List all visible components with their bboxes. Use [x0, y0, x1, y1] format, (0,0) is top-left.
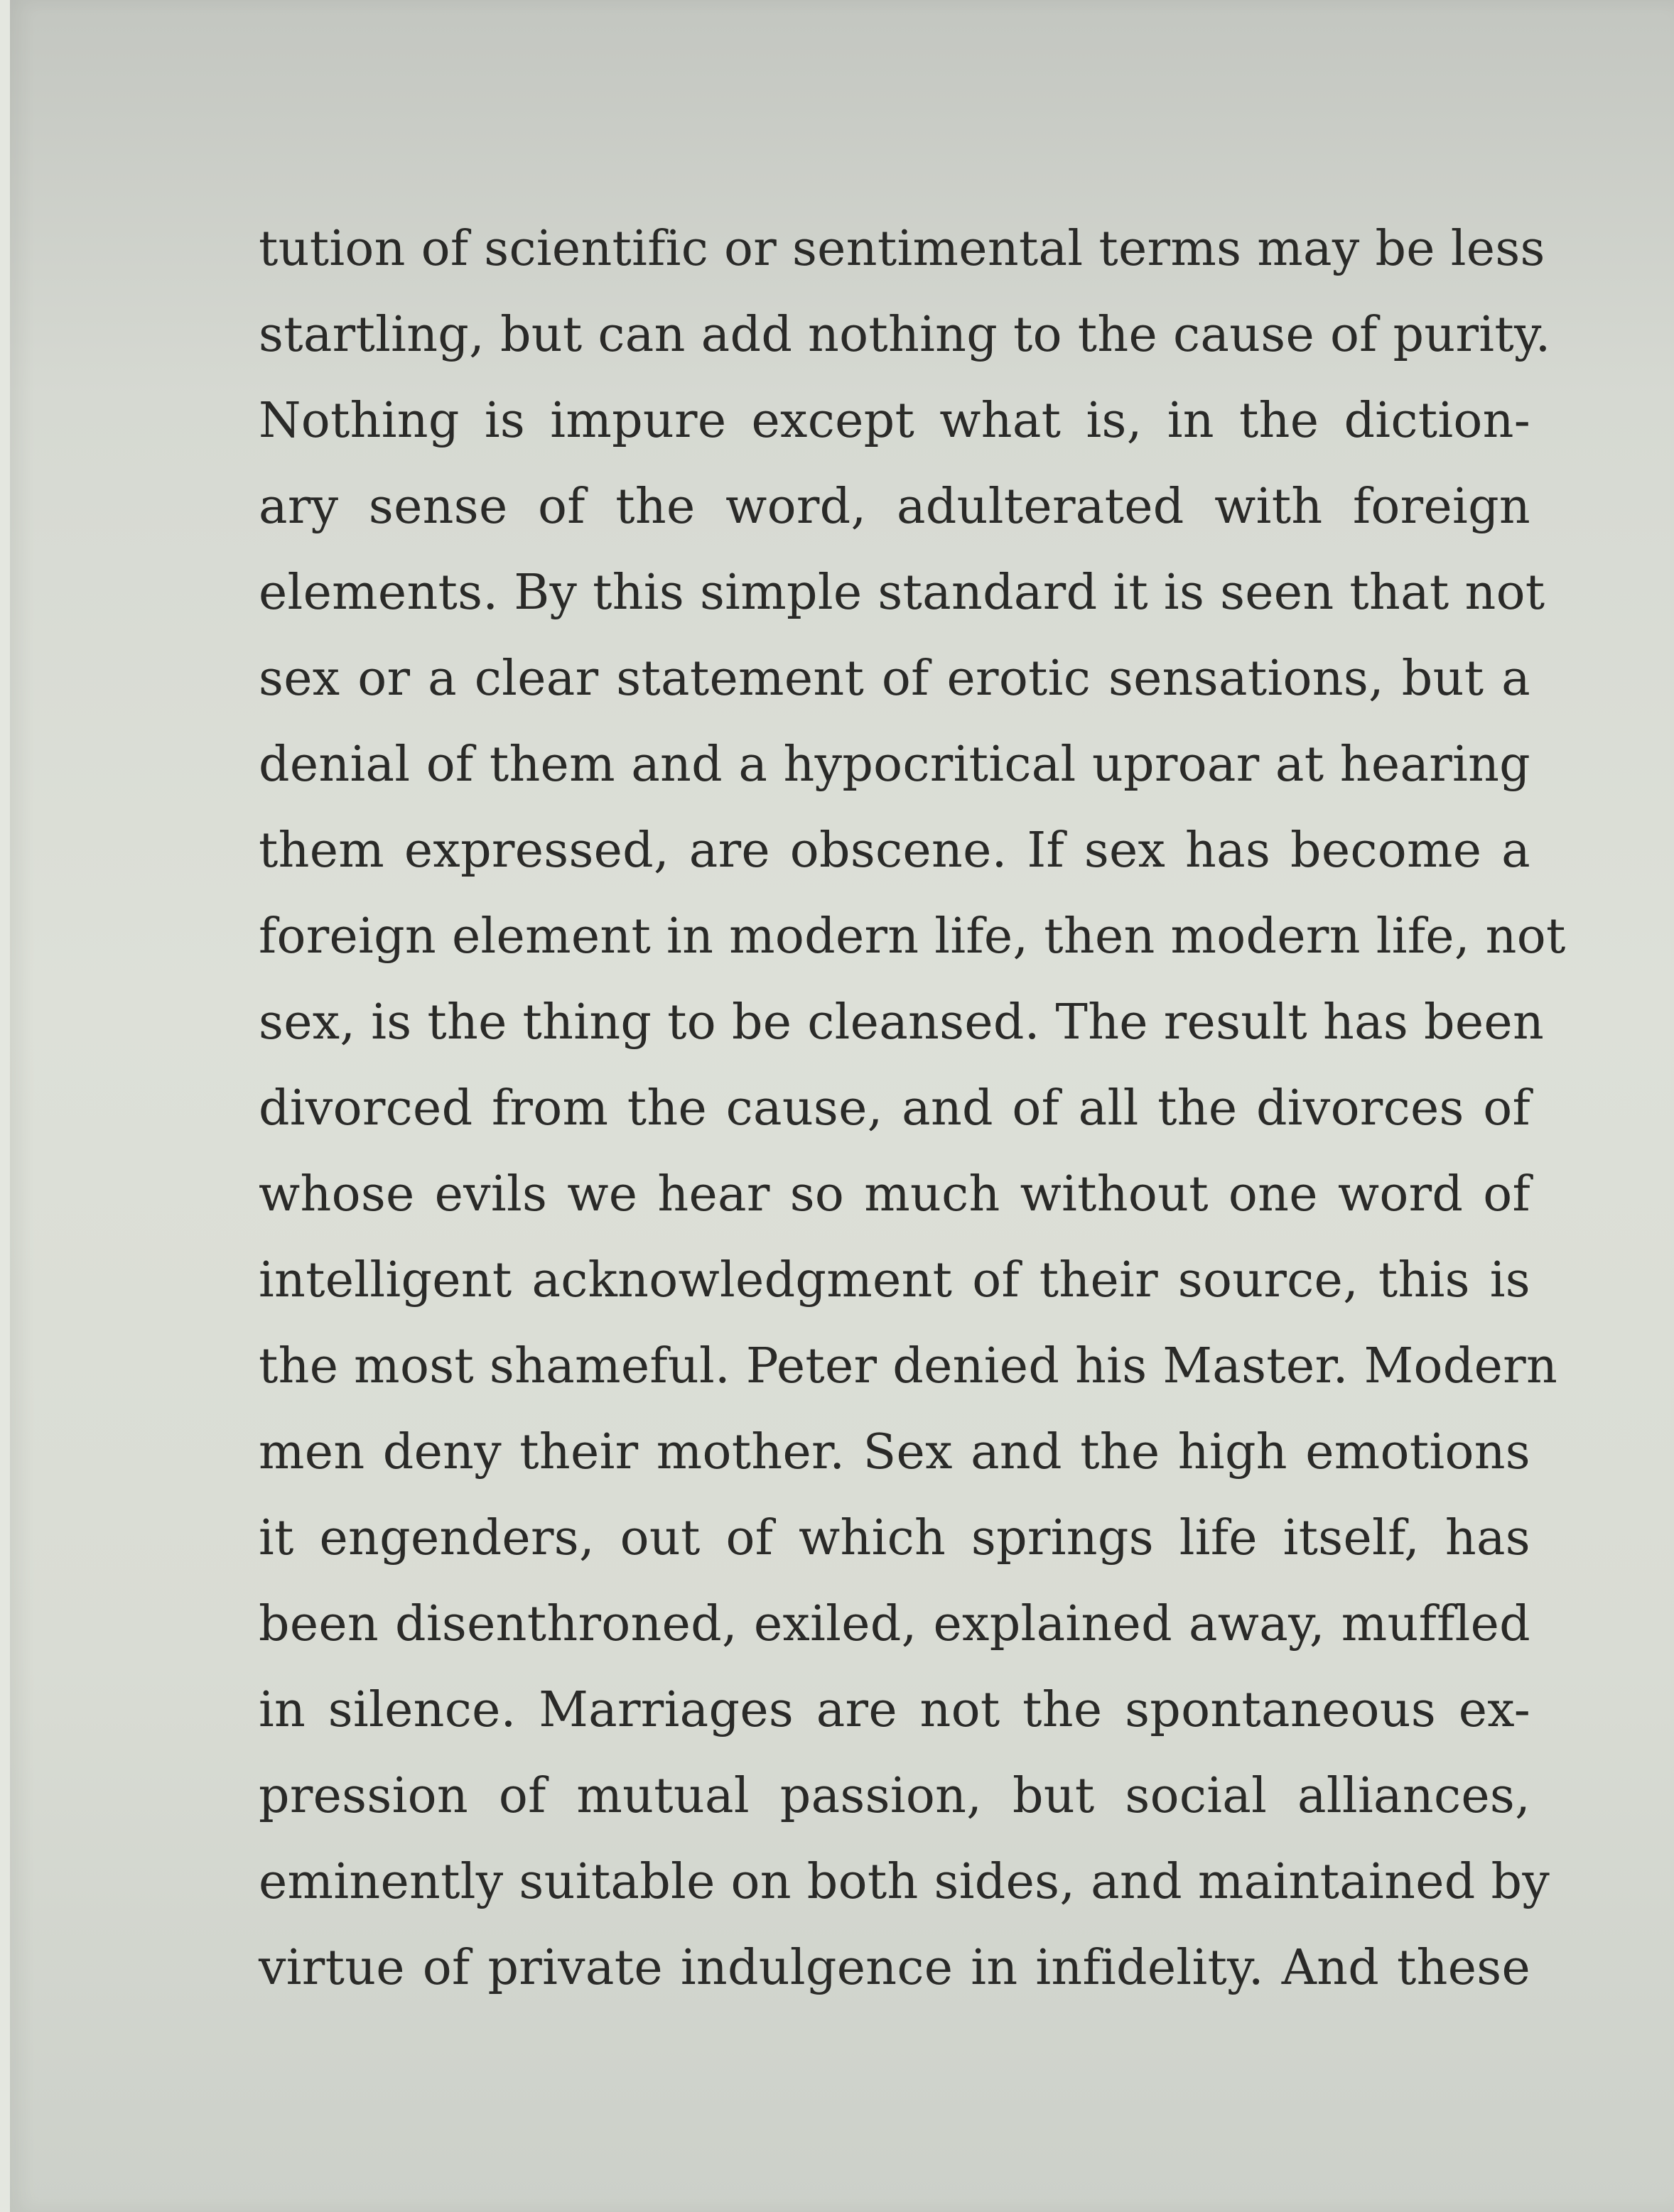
text-line: whose evils we hear so much without one word of	[259, 1166, 1530, 1222]
text-line: virtue of private indulgence in infidelity. And these	[259, 1940, 1530, 1996]
book-page	[10, 0, 1674, 2212]
text-line: in silence. Marriages are not the spontaneous ex-	[259, 1682, 1530, 1738]
text-line: Nothing is impure except what is, in the diction-	[259, 393, 1530, 449]
text-line: divorced from the cause, and of all the divorces of	[259, 1080, 1530, 1137]
text-line: the most shameful. Peter denied his Master. Modern	[259, 1338, 1558, 1394]
text-line: elements. By this simple standard it is seen that not	[259, 565, 1545, 621]
text-line: sex, is the thing to be cleansed. The result has been	[259, 994, 1545, 1051]
text-line: pression of mutual passion, but social alliances,	[259, 1768, 1530, 1824]
text-line: sex or a clear statement of erotic sensations, but a	[259, 651, 1530, 707]
body-text	[259, 206, 1566, 2011]
text-line: them expressed, are obscene. If sex has become a	[259, 823, 1530, 879]
text-line: startling, but can add nothing to the cause of purity.	[259, 307, 1551, 363]
text-line: men deny their mother. Sex and the high emotions	[259, 1424, 1530, 1480]
text-line: tution of scientific or sentimental terms may be less	[259, 221, 1545, 277]
text-line: ary sense of the word, adulterated with foreign	[259, 479, 1530, 535]
text-line: been disenthroned, exiled, explained away, muffled	[259, 1596, 1530, 1652]
text-line: foreign element in modern life, then modern life, not	[259, 909, 1566, 965]
text-line: eminently suitable on both sides, and maintained by	[259, 1854, 1550, 1910]
text-line: denial of them and a hypocritical uproar at hearing	[259, 737, 1530, 793]
text-line: intelligent acknowledgment of their source, this is	[259, 1252, 1530, 1308]
text-line: it engenders, out of which springs life itself, has	[259, 1510, 1530, 1566]
